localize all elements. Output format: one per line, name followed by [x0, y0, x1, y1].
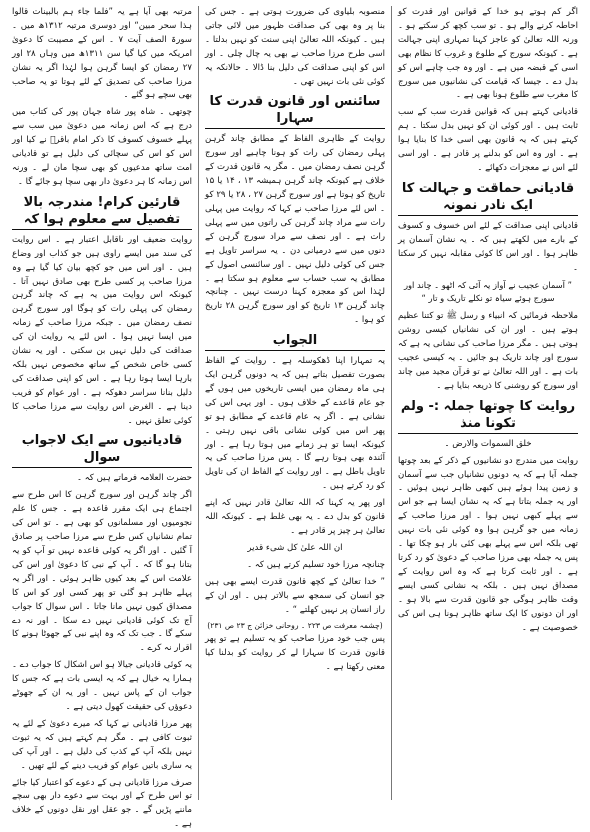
body-paragraph: یہ کوئی قادیانی جیالا ہو اس اشکال کا جواب دے ۔ ہمارا یہ خیال ہے کہ یہ ایسی بات ہے کہ جس کا جواب ان کے پاس نہیں ۔ اور یہ ان کے جھوٹے دعوؤں کی حقیقت کھول دیتی ہے ۔	[12, 659, 192, 715]
body-paragraph: چوتھی ۔ شاہ پور شاہ جہان پور کی کتاب میں درج ہے کہ اس زمانہ میں دعویٰ میں سب سے پہلے خسوف کسوف کا ذکر امام باقرؒ نے کیا اور اس کو اس کی سچائی کی دلیل ہے تو قادیانی امت ساتھ مدعیوں کو بھی سچا مان لے ۔ ورنہ اس زمانہ کا ہر دعویٰ دار بھی سچا ہو جائے گا ۔	[12, 106, 192, 189]
reference-note: (چشمہ معرفت ص ۲۲۳ ۔ روحانی خزائن ج ۲۳ ص ۲۳۱)	[205, 620, 385, 631]
column-middle	[199, 6, 392, 800]
body-paragraph: اور پھر یہ کہنا کہ اللہ تعالیٰ قادر نہیں کہ اپنے قانون کو بدل دے ۔ یہ بھی غلط ہے ۔ کیونکہ اللہ تعالیٰ ہر چیز پر قادر ہے ۔	[205, 497, 385, 539]
section-heading: قادیانیوں سے ایک لاجواب سوال	[12, 432, 192, 468]
section-heading: الجواب	[205, 332, 385, 351]
body-paragraph: منصوبہ بلیاوی کی ضرورت ہوتی ہے ۔ جس کی بنا پر وہ بھی کی صداقت ظہور میں لائی جاتی ہیں ۔ کیونکہ اللہ تعالیٰ اپنی سنت کو نہیں بدلتا ۔ اسی طرح مرزا صاحب نے بھی یہ چال چلی ۔ اور اس کو اپنی صداقت کی دلیل بنا ڈالا ۔ حالانکہ یہ کوئی نئی بات نہیں تھی ۔	[205, 6, 385, 89]
column-left	[6, 6, 199, 800]
quoted-verse: ” آسمان عجیب نے آواز یہ آئی کہ اٹھو ۔ چاند اور سورج ہوئے سیاہ تو نکلے تاریک و تار “	[398, 279, 578, 307]
body-paragraph: یہ تمہارا اپنا ڈھکوسلہ ہے ۔ روایت کے الفاظ بصورت تفصیل بتاتے ہیں کہ یہ دونوں گرہن ایک ہی ماہ رمضان میں ایسی تاریخوں میں ہوں گے جو عام قاعدے کے خلاف ہوں ۔ اور یہی اس کی نشانی ہے ۔ اگر یہ عام قاعدے کے مطابق ہو تو پھر اس میں کوئی نشانی باقی نہیں رہتی ۔ کیونکہ ایسا تو ہر زمانے میں ہوتا رہا ہے ۔ اور آئندہ بھی ہوتا رہے گا ۔ پس مرزا صاحب کی یہ تاویل باطل ہے ۔ اور روایت کے الفاظ ان کی تاویل کو رد کرتے ہیں ۔	[205, 355, 385, 494]
arabic-phrase: خلق السموات والارض ۔	[398, 438, 578, 452]
body-paragraph: پس جب خود مرزا صاحب کو یہ تسلیم ہے تو پھر قانون قدرت کا سہارا لے کر روایت کو بدلنا کیا معنی رکھتا ہے ۔	[205, 633, 385, 675]
column-right	[392, 6, 584, 800]
body-paragraph: صرف مرزا قادیانی ہی کے دعوے کو اعتبار کیا جائے تو اس طرح کے اور بہت سے دعوے دار بھی سچے ماننے پڑیں گے ۔ جو عقل اور نقل دونوں کے خلاف ہے ۔	[12, 777, 192, 832]
body-paragraph: اگر کم ہوتے ہو خدا کے قوانین اور قدرت کو احاطہ کرنے والے ہو ۔ تو سب کچھ کر سکتے ہو ۔ ورنہ اللہ تعالیٰ کو عاجز کہنا تمہاری اپنی جہالت ہے ۔ کیونکہ سورج کے طلوع و غروب کا نظام بھی اسی کے قبضہ میں ہے ۔ اور وہ جب چاہے اس کو بدل دے ۔ جیسا کہ قیامت کی نشانیوں میں سورج کا مغرب سے طلوع ہونا بھی ہے ۔	[398, 6, 578, 103]
body-paragraph: روایت میں مندرج دو نشانیوں کے ذکر کے بعد چوتھا جملہ آیا ہے کہ یہ دونوں نشانیاں جب سے آسمان و زمین پیدا ہوئے ہیں کبھی ظاہر نہیں ہوئیں ۔ اور یہ جملہ بتاتا ہے کہ یہ نشان ایسا ہے جو اس سے پہلے کبھی نہیں ہوا ۔ اور مرزا صاحب کے زمانہ میں جو گرہن ہوا وہ کوئی نئی بات نہیں تھی بلکہ اس سے پہلے بھی کئی بار ہو چکا تھا ۔ پس یہ جملہ بھی مرزا صاحب کے دعویٰ کو رد کرتا ہے ۔ اور ثابت کرتا ہے کہ وہ اس روایت کے مصداق نہیں ہیں ۔ بلکہ یہ نشانی کسی ایسے وقت ظاہر ہوگی جو قانون قدرت سے بالا ہو ۔ اور ان دونوں کا ایک ساتھ ظاہر ہونا ہی اس کی خصوصیت ہے ۔	[398, 455, 578, 636]
body-paragraph: مرتبہ بھی آیا ہے یہ ”فلما جاء ہم بالبینات قالوا ہذا سحر مبین“ اور دوسری مرتبہ ۱۳۱۲ھ میں ۔ سورۃ الصف آیت ۷ ۔ اس کے مصیبت کا دعویٰ امریکہ میں کیا گیا سن ۱۳۱۱ھ میں وہاں ۲۸ اور ۲۷ رمضان کو ایسا گرہن ہوا لہٰذا اگر یہ نشان مرزا صاحب کی تصدیق کے لئے ہوتا تو یہ صاحب بھی سچے ہو گئے ۔	[12, 6, 192, 103]
body-paragraph: اگر چاند گرہن اور سورج گرہن کا اس طرح سے اجتماع ہی ایک مقرر قاعدہ ہے ۔ جس کا علم نجومیوں اور مسلمانوں کو بھی ہے ۔ تو اس کی تمام نشانیاں کس طرح سے مرزا صاحب پر صادق آ گئیں ۔ اور اگر یہ کوئی قاعدہ نہیں تو آپ کو یہ بتانا ہو گا کہ ۔ آپ کے نبی کا دعویٰ اور اس کی علامت اس کے بعد کیوں ظاہر ہوئی ۔ اور اگر یہ پہلے ظاہر ہو گئی تو پھر کسی اور کو اس کا مصداق کیوں نہیں مانا جاتا ۔ اس سوال کا جواب آج تک کوئی قادیانی نہیں دے سکا ۔ اور نہ دے سکے گا ۔ جب تک کہ وہ اپنے نبی کے جھوٹا ہونے کا اقرار نہ کرے ۔	[12, 489, 192, 656]
body-paragraph: حضرت العلامہ فرماتے ہیں کہ ۔	[12, 472, 192, 486]
body-paragraph: پھر مرزا قادیانی نے کہا کہ میرے دعویٰ کے لئے یہ ثبوت کافی ہے ۔ مگر ہم کہتے ہیں کہ یہ ثبوت نہیں بلکہ آپ کے کذب کی دلیل ہے ۔ اور آپ کی یہ ساری باتیں عوام کو فریب دینے کے لئے تھیں ۔	[12, 718, 192, 774]
body-paragraph: روایت ضعیف اور ناقابل اعتبار ہے ۔ اس روایت کی سند میں ایسے راوی ہیں جو کذاب اور وضاع ہیں ۔ اور اس میں جو کچھ بیان کیا گیا ہے وہ مرزا صاحب پر کسی طرح بھی صادق نہیں آتا ۔ کیونکہ اس روایت میں یہ ہے کہ چاند گرہن رمضان کی پہلی رات کو ہوگا اور سورج گرہن نصف رمضان میں ۔ جبکہ مرزا صاحب کے زمانہ میں ایسا نہیں ہوا ۔ اس لئے یہ روایت ان کی صداقت کی دلیل نہیں بن سکتی ۔ اور یہ نشان کسی خاص شخص کے ساتھ مخصوص نہیں بلکہ بارہا ایسا ہوتا رہا ہے ۔ اس کو اپنی صداقت کی دلیل بنانا سراسر دھوکہ ہے ۔ اور عوام کو فریب دینا ہے ۔ الغرض اس روایت سے مرزا صاحب کا کوئی تعلق نہیں ۔	[12, 234, 192, 429]
body-paragraph: قادیانی کہتے ہیں کہ قوانین قدرت سب کے سب ثابت ہیں ۔ اور کوئی ان کو نہیں بدل سکتا ۔ ہم کہتے ہیں کہ یہ قانون بھی اسی خدا کا بنایا ہوا ہے ۔ اور وہ اس کو بدلنے پر قادر ہے ۔ اور اسی لئے اس نے معجزات دکھائے ۔	[398, 106, 578, 176]
section-heading: قادیانی حماقت و جہالت کا ایک نادر نمونہ	[398, 180, 578, 216]
section-heading: قارئین کرام! مندرجہ بالا تفصیل سے معلوم ہوا کہ	[12, 194, 192, 230]
body-paragraph: ” خدا تعالیٰ کے کچھ قانون قدرت ایسے بھی ہیں جو انسان کی سمجھ سے بالاتر ہیں ۔ اور ان کے راز انسان پر نہیں کھلتے “ ۔	[205, 576, 385, 618]
section-heading: روایت کا چوتھا جملہ :- ولم تکونا منذ	[398, 398, 578, 434]
body-paragraph: ملاحظہ فرمائیں کہ انبیاء و رسل ﷺ تو کتنا عظیم ہوتے ہیں ۔ اور ان کی نشانیاں کیسی روشن ہوتی ہیں ۔ مگر مرزا صاحب کی نشانی یہ ہے کہ سورج اور چاند تاریک ہو جائیں ۔ یہ کیسی عجیب بات ہے ۔ اور اللہ تعالیٰ نے تو قرآن مجید میں چاند اور سورج کو روشنی کا ذریعہ بنایا ہے ۔	[398, 310, 578, 393]
body-paragraph: قادیانی اپنی صداقت کے لئے اس خسوف و کسوف کے بارے میں لکھتے ہیں کہ ۔ یہ نشان آسمان پر ظاہر ہوا ۔ اور اس کا کوئی مقابلہ نہیں کر سکتا ۔	[398, 220, 578, 276]
arabic-phrase: ان اللہ علیٰ کل شیء قدیر	[205, 542, 385, 556]
section-heading: سائنس اور قانون قدرت کا سہارا	[205, 93, 385, 129]
body-paragraph: چنانچہ مرزا خود تسلیم کرتے ہیں کہ ۔	[205, 559, 385, 573]
body-paragraph: روایت کے ظاہری الفاظ کے مطابق چاند گرہن پہلی رمضان کی رات کو ہونا چاہیے اور سورج گرہن نصف رمضان میں ۔ مگر یہ قانون قدرت کے خلاف ہے کیونکہ چاند گرہن ہمیشہ ۱۳ ، ۱۴ یا ۱۵ تاریخ کو ہوتا ہے اور سورج گرہن ۲۷ ، ۲۸ یا ۲۹ کو ۔ اس لئے مرزا صاحب نے کہا کہ روایت میں پہلی رات سے مراد چاند گرہن کی راتوں میں سے پہلی رات ہے ۔ اور نصف سے مراد سورج گرہن کے دنوں میں سے درمیانی دن ۔ یہ سراسر تاویل ہے جس کی کوئی دلیل نہیں ۔ اور سائنسی اصول کے مطابق یہ سب حساب سے معلوم ہو سکتا ہے ۔ لہٰذا اس کو معجزہ کہنا درست نہیں ۔ چنانچہ چاند گرہن ۱۳ تاریخ کو اور سورج گرہن ۲۸ تاریخ کو ہوا ۔	[205, 133, 385, 328]
